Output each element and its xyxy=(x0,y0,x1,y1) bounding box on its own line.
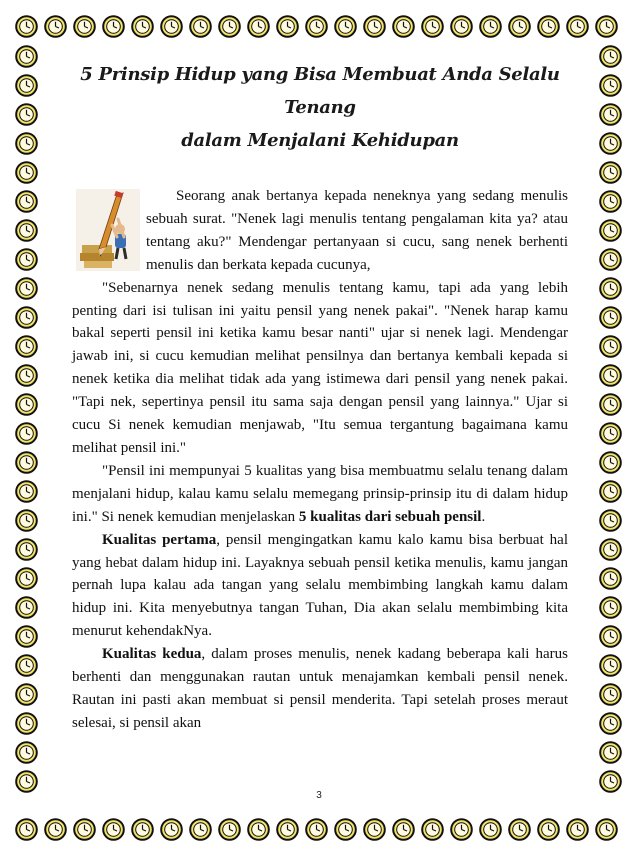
page-title xyxy=(72,58,568,157)
clock-icon xyxy=(421,818,444,841)
paragraph-3-text: "Pensil ini mempunyai 5 kualitas yang bisa membuatmu selalu tenang dalam menjalani hidup, kalau kamu selalu memegang prinsip-prinsip itu di dalam hidup ini." Si nenek kemudian menjelaskan xyxy=(72,462,568,525)
clock-icon xyxy=(15,190,38,213)
clock-icon xyxy=(276,15,299,38)
clock-icon xyxy=(15,219,38,242)
page-border-right xyxy=(596,42,626,815)
clock-icon xyxy=(189,15,212,38)
clock-icon xyxy=(599,683,622,706)
clock-icon xyxy=(599,74,622,97)
clock-icon xyxy=(15,712,38,735)
paragraph-5-text: , dalam proses menulis, nenek kadang beberapa kali harus berhenti dan menggunakan rautan untuk menajamkan kembali pensil nenek. Rautan ini pasti akan membuat si pensil menderita. Tapi setelah proses meraut selesai, si pensil akan xyxy=(72,646,568,731)
page-number: 3 xyxy=(316,790,322,801)
clock-icon xyxy=(15,103,38,126)
clock-icon xyxy=(15,306,38,329)
clock-icon xyxy=(15,509,38,532)
pencil-illustration xyxy=(76,189,140,271)
clock-icon xyxy=(599,538,622,561)
clock-icon xyxy=(15,335,38,358)
clock-icon xyxy=(599,567,622,590)
clock-icon xyxy=(15,161,38,184)
clock-icon xyxy=(599,480,622,503)
clock-icon xyxy=(73,15,96,38)
clock-icon xyxy=(537,15,560,38)
clock-icon xyxy=(15,683,38,706)
clock-icon xyxy=(566,818,589,841)
clock-icon xyxy=(131,15,154,38)
clock-icon xyxy=(102,15,125,38)
clock-icon xyxy=(599,509,622,532)
clock-icon xyxy=(392,818,415,841)
clock-icon xyxy=(15,451,38,474)
paragraph-3-bold: 5 kualitas dari sebuah pensil xyxy=(298,508,482,525)
clock-icon xyxy=(450,818,473,841)
clock-icon xyxy=(599,248,622,271)
paragraph-4-bold: Kualitas pertama xyxy=(102,531,217,548)
clock-icon xyxy=(44,15,67,38)
clock-icon xyxy=(247,818,270,841)
clock-icon xyxy=(73,818,96,841)
clock-icon xyxy=(537,818,560,841)
page-border-top xyxy=(12,12,626,42)
clock-icon xyxy=(595,15,618,38)
clock-icon xyxy=(508,15,531,38)
clock-icon xyxy=(599,741,622,764)
clock-icon xyxy=(595,818,618,841)
clock-icon xyxy=(15,132,38,155)
clock-icon xyxy=(218,15,241,38)
clock-icon xyxy=(102,818,125,841)
clock-icon xyxy=(566,15,589,38)
clock-icon xyxy=(599,306,622,329)
clock-icon xyxy=(599,364,622,387)
clock-icon xyxy=(15,393,38,416)
clock-icon xyxy=(363,818,386,841)
clock-icon xyxy=(131,818,154,841)
clock-icon xyxy=(305,15,328,38)
page-border-bottom xyxy=(12,815,626,845)
paragraph-3-end: . xyxy=(481,508,486,525)
paragraph-3 xyxy=(72,460,568,529)
document-body xyxy=(72,58,568,735)
paragraph-4-text: , pensil mengingatkan kamu kalo kamu bisa berbuat hal yang hebat dalam hidup ini. Layaknya sebuah pensil ketika menulis, kamu jangan pernah lupa kalau ada tangan yang selalu membimbing langkah kamu dalam hidup ini. Kita menyebutnya tangan Tuhan, Dia akan selalu membimbing kita menurut kehendakNya. xyxy=(72,531,568,640)
clock-icon xyxy=(421,15,444,38)
clock-icon xyxy=(599,393,622,416)
clock-icon xyxy=(479,818,502,841)
clock-icon xyxy=(15,74,38,97)
title-line-2: dalam Menjalani Kehidupan xyxy=(181,130,459,151)
clock-icon xyxy=(305,818,328,841)
clock-icon xyxy=(247,15,270,38)
paragraph-4 xyxy=(72,529,568,644)
clock-icon xyxy=(599,654,622,677)
clock-icon xyxy=(599,277,622,300)
page-border-left xyxy=(12,42,42,815)
intro-section xyxy=(72,185,568,277)
clock-icon xyxy=(15,596,38,619)
paragraph-5-bold: Kualitas kedua xyxy=(102,646,202,663)
clock-icon xyxy=(599,712,622,735)
clock-icon xyxy=(479,15,502,38)
clock-icon xyxy=(599,219,622,242)
clock-icon xyxy=(599,335,622,358)
clock-icon xyxy=(15,538,38,561)
clock-icon xyxy=(189,818,212,841)
clock-icon xyxy=(160,818,183,841)
clock-icon xyxy=(15,741,38,764)
clock-icon xyxy=(15,15,38,38)
paragraph-5 xyxy=(72,643,568,735)
clock-icon xyxy=(15,45,38,68)
paragraph-1: Seorang anak bertanya kepada neneknya yang sedang menulis sebuah surat. "Nenek lagi menulis tentang pengalaman kita ya? atau tentang aku?" Mendengar pertanyaan si cucu, sang nenek berhenti menulis dan berkata kepada cucunya, xyxy=(146,188,568,273)
clock-icon xyxy=(599,596,622,619)
clock-icon xyxy=(15,480,38,503)
clock-icon xyxy=(599,132,622,155)
clock-icon xyxy=(334,15,357,38)
clock-icon xyxy=(15,625,38,648)
clock-icon xyxy=(599,451,622,474)
clock-icon xyxy=(15,277,38,300)
clock-icon xyxy=(160,15,183,38)
clock-icon xyxy=(599,161,622,184)
clock-icon xyxy=(15,654,38,677)
clock-icon xyxy=(44,818,67,841)
clock-icon xyxy=(15,818,38,841)
clock-icon xyxy=(599,422,622,445)
clock-icon xyxy=(363,15,386,38)
clock-icon xyxy=(15,422,38,445)
clock-icon xyxy=(218,818,241,841)
clock-icon xyxy=(599,103,622,126)
clock-icon xyxy=(508,818,531,841)
clock-icon xyxy=(15,248,38,271)
clock-icon xyxy=(15,364,38,387)
clock-icon xyxy=(450,15,473,38)
clock-icon xyxy=(276,818,299,841)
paragraph-2: "Sebenarnya nenek sedang menulis tentang kamu, tapi ada yang lebih penting dari isi tulisan ini yaitu pensil yang nenek pakai". "Nenek harap kamu bakal seperti pensil ini ketika kamu besar nanti" ujar si nenek lagi. Mendengar jawab ini, si cucu kemudian melihat pensilnya dan bertanya kembali kepada si nenek ketika dia melihat tidak ada yang istimewa dari pensil yang nenek pakai. "Tapi nek, sepertinya pensil itu sama saja dengan pensil yang lainnya." Ujar si cucu Si nenek kemudian menjawab, "Itu semua tergantung bagaimana kamu melihat pensil ini." xyxy=(72,279,568,456)
title-line-1: 5 Prinsip Hidup yang Bisa Membuat Anda Selalu Tenang xyxy=(80,64,560,118)
clock-icon xyxy=(392,15,415,38)
clock-icon xyxy=(15,567,38,590)
clock-icon xyxy=(334,818,357,841)
clock-icon xyxy=(599,45,622,68)
clock-icon xyxy=(599,625,622,648)
clock-icon xyxy=(599,190,622,213)
